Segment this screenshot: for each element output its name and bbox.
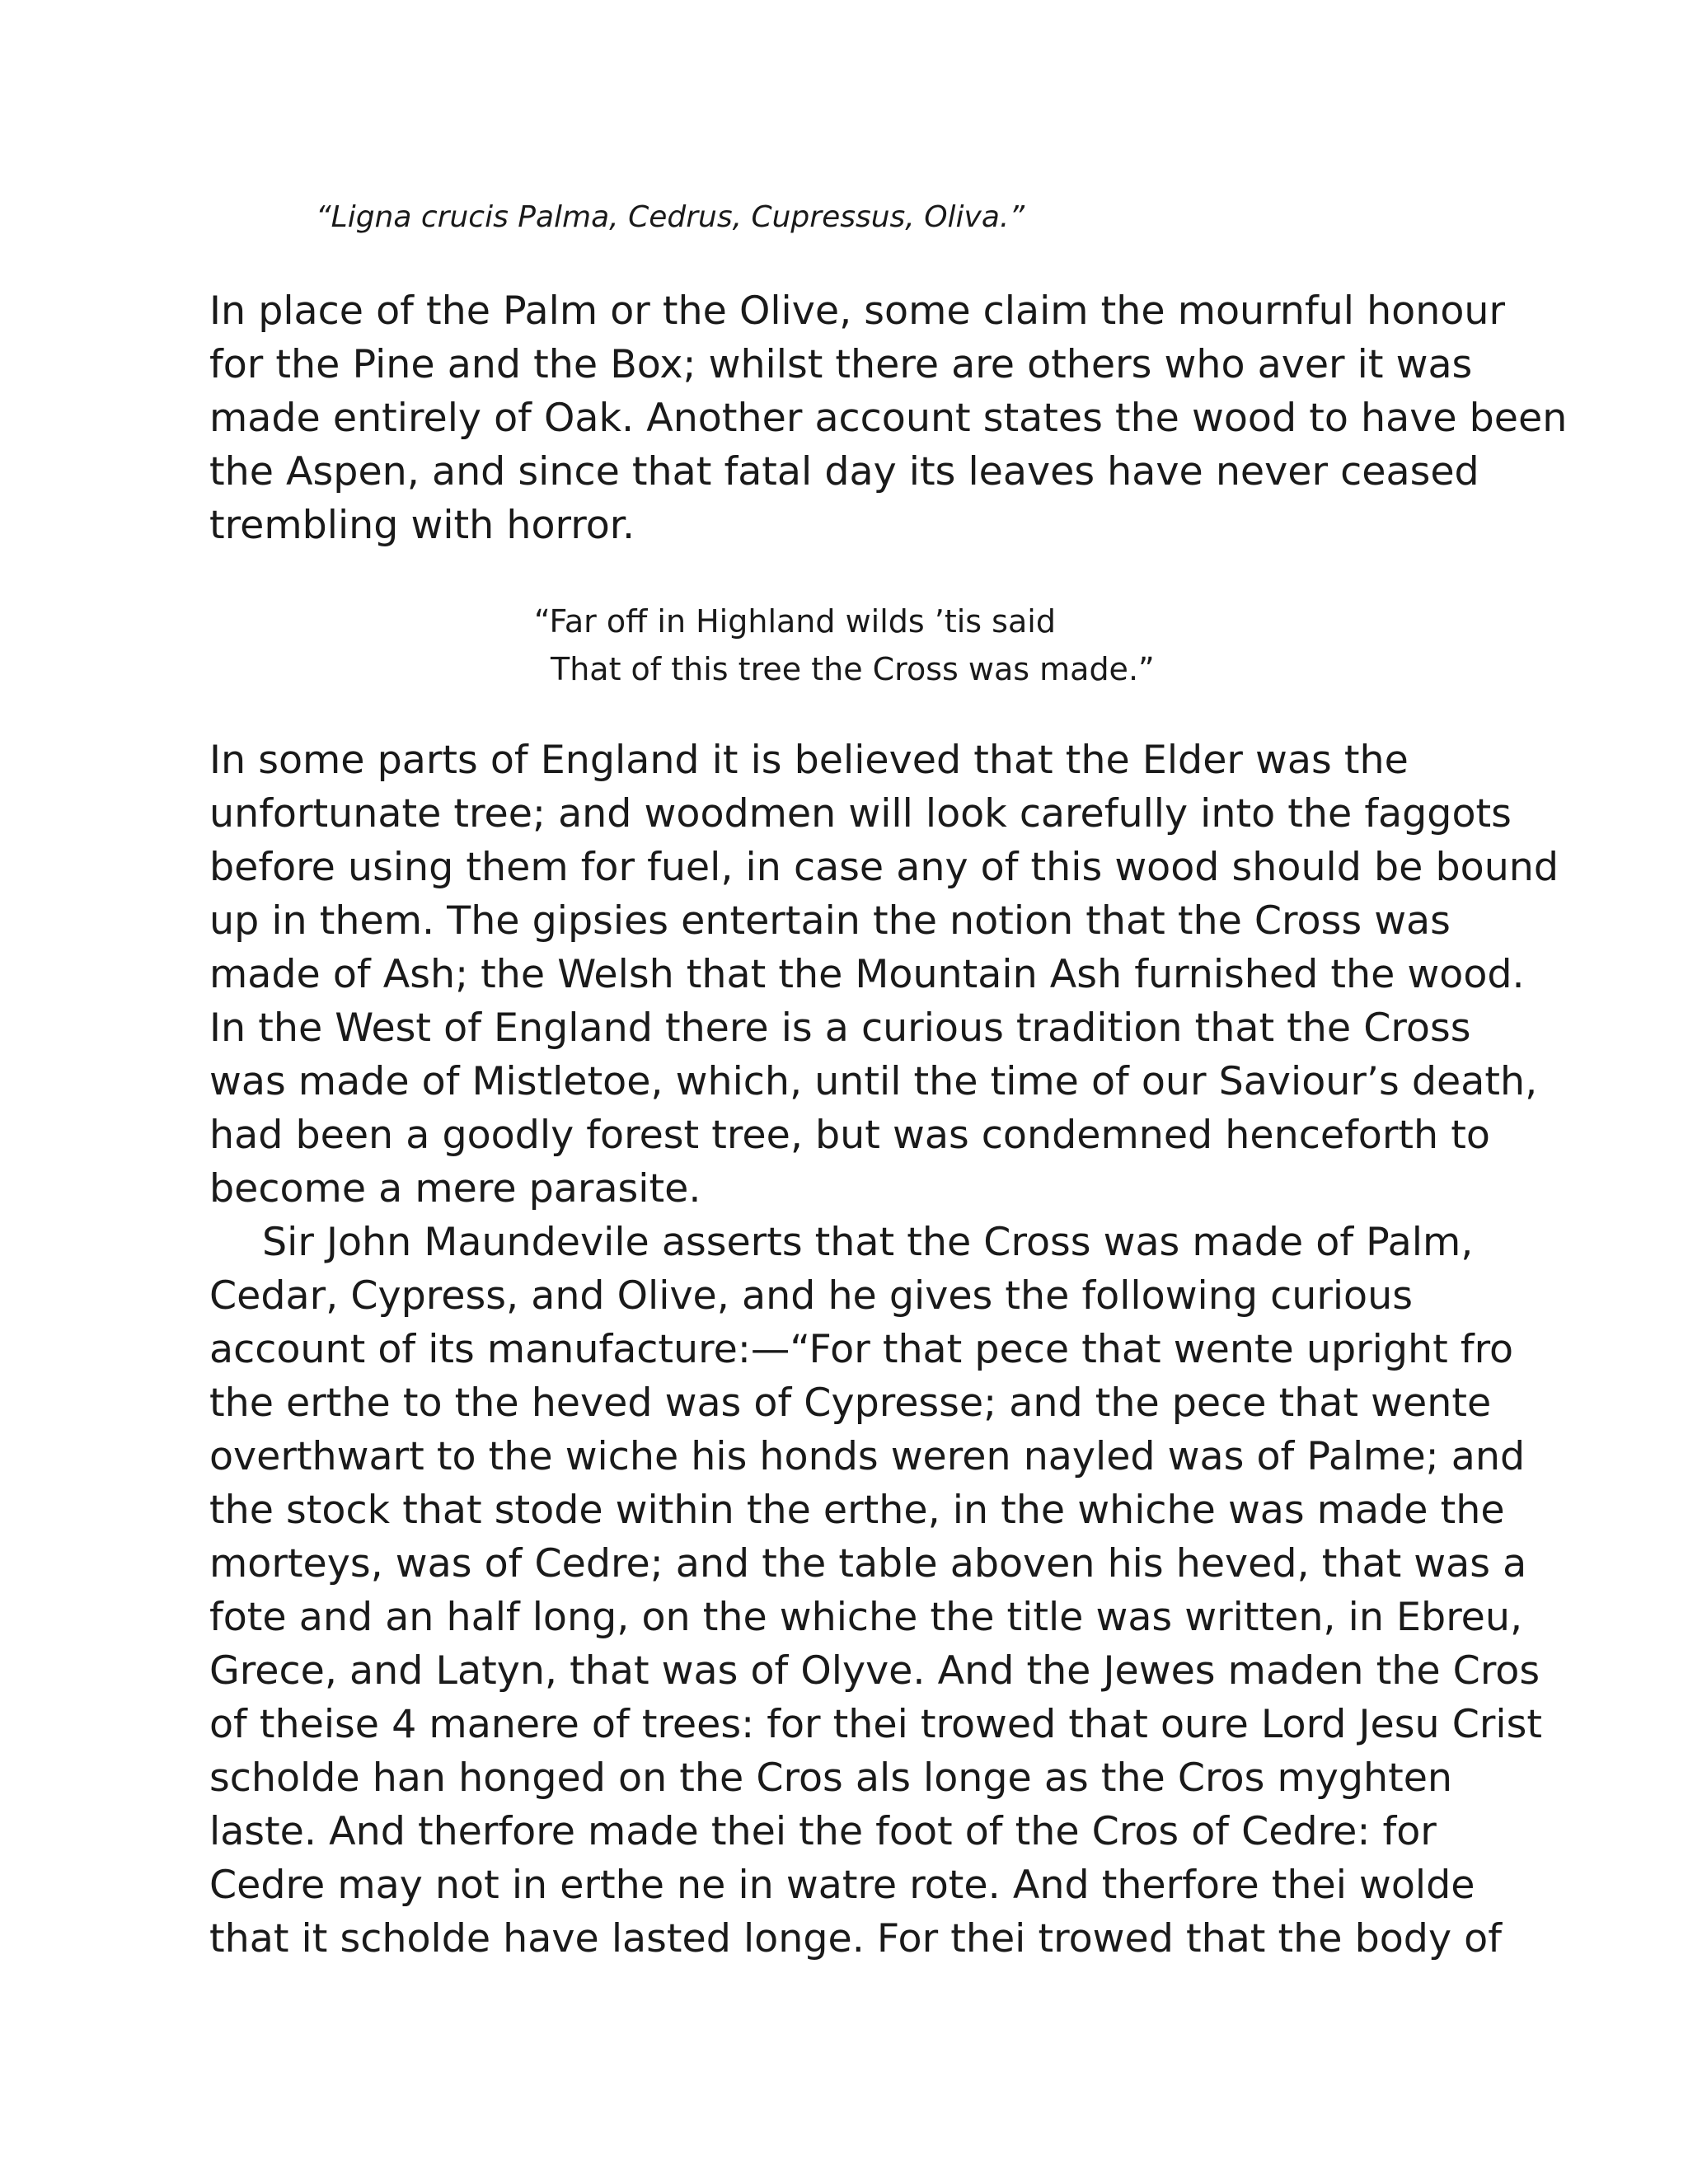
text-line: Grece, and Latyn, that was of Olyve. And the Jewes maden the Cros bbox=[209, 1648, 1540, 1694]
text-line: for the Pine and the Box; whilst there are others who aver it was bbox=[209, 342, 1473, 387]
text-line: trembling with horror. bbox=[209, 503, 635, 548]
text-line: Cedar, Cypress, and Olive, and he gives the following curious bbox=[209, 1273, 1413, 1319]
text-line: In the West of England there is a curious tradition that the Cross bbox=[209, 1005, 1471, 1051]
text-line: of theise 4 manere of trees: for thei trowed that oure Lord Jesu Crist bbox=[209, 1702, 1542, 1747]
text-line: account of its manufacture:—“For that pece that wente upright fro bbox=[209, 1327, 1514, 1372]
text-line: the erthe to the heved was of Cypresse; and the pece that wente bbox=[209, 1380, 1492, 1426]
text-line: made of Ash; the Welsh that the Mountain Ash furnished the wood. bbox=[209, 952, 1525, 997]
text-line: the stock that stode within the erthe, in the whiche was made the bbox=[209, 1488, 1505, 1533]
text-line: up in them. The gipsies entertain the notion that the Cross was bbox=[209, 898, 1451, 944]
text-line: had been a goodly forest tree, but was condemned henceforth to bbox=[209, 1113, 1490, 1158]
text-line: laste. And therfore made thei the foot of the Cros of Cedre: for bbox=[209, 1809, 1437, 1854]
text-line: scholde han honged on the Cros als longe as the Cros myghten bbox=[209, 1755, 1453, 1801]
text-line: become a mere parasite. bbox=[209, 1166, 701, 1212]
latin-epigraph: “Ligna crucis Palma, Cedrus, Cupressus, Oliva.” bbox=[316, 200, 1025, 234]
text-line: before using them for fuel, in case any of this wood should be bound bbox=[209, 845, 1559, 890]
text-line: the Aspen, and since that fatal day its leaves have never ceased bbox=[209, 449, 1479, 494]
text-line: morteys, was of Cedre; and the table aboven his heved, that was a bbox=[209, 1541, 1527, 1586]
text-line: In some parts of England it is believed that the Elder was the bbox=[209, 738, 1409, 783]
text-line: was made of Mistletoe, which, until the time of our Saviour’s death, bbox=[209, 1059, 1538, 1104]
verse-quotation bbox=[534, 598, 1155, 693]
text-line: Cedre may not in erthe ne in watre rote. And therfore thei wolde bbox=[209, 1863, 1475, 1908]
text-line: overthwart to the wiche his honds weren nayled was of Palme; and bbox=[209, 1434, 1526, 1479]
text-line: that it scholde have lasted longe. For thei trowed that the body of bbox=[209, 1916, 1502, 1961]
paragraph-2 bbox=[209, 733, 1559, 1216]
text-line: In place of the Palm or the Olive, some claim the mournful honour bbox=[209, 288, 1506, 334]
verse-line: “Far off in Highland wilds ’tis said bbox=[534, 603, 1056, 640]
paragraph-3 bbox=[209, 1216, 1542, 1966]
paragraph-1 bbox=[209, 284, 1568, 552]
text-line: Sir John Maundevile asserts that the Cross was made of Palm, bbox=[262, 1220, 1474, 1265]
verse-line: That of this tree the Cross was made.” bbox=[551, 651, 1155, 687]
text-line: made entirely of Oak. Another account states the wood to have been bbox=[209, 396, 1568, 441]
text-line: unfortunate tree; and woodmen will look carefully into the faggots bbox=[209, 791, 1512, 837]
text-line: fote and an half long, on the whiche the title was written, in Ebreu, bbox=[209, 1595, 1523, 1640]
